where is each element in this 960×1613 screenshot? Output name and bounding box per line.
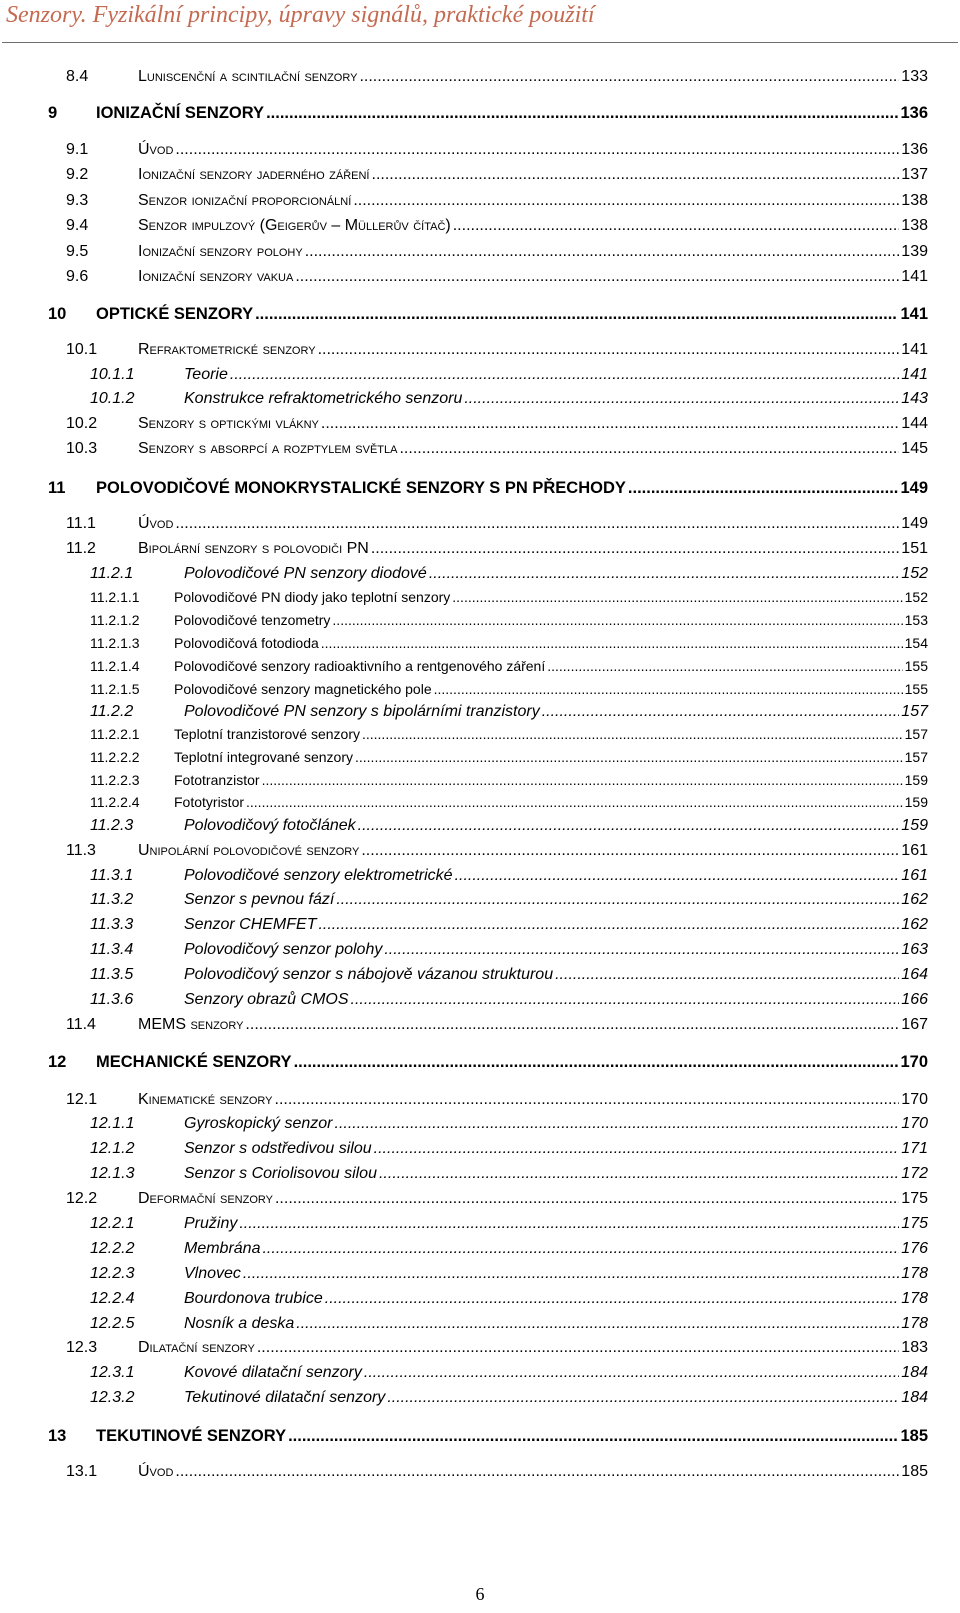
toc-entry[interactable] [90, 635, 928, 651]
toc-entry-title: Bourdonova trubice [184, 1290, 323, 1307]
toc-entry[interactable] [90, 658, 928, 674]
toc-entry-page: 152 [901, 565, 928, 582]
toc-entry-number: 9.4 [66, 217, 89, 234]
toc-entry-title: Polovodičové senzory elektrometrické [184, 867, 453, 884]
toc-entry-number: 10.3 [66, 440, 98, 457]
toc-entry-page: 172 [901, 1165, 928, 1182]
dot-leader [266, 104, 898, 123]
toc-entry-page: 166 [901, 991, 928, 1008]
toc-entry-page: 141 [901, 366, 928, 383]
dot-leader [243, 1265, 899, 1283]
toc-entry-page: 171 [901, 1140, 928, 1157]
toc-entry-number: 11.2.1.5 [90, 681, 140, 697]
toc-entry[interactable] [90, 891, 928, 909]
toc-entry[interactable] [66, 1091, 928, 1109]
toc-entry[interactable] [90, 772, 928, 788]
toc-entry-title: Teplotní tranzistorové senzory [174, 726, 360, 742]
dot-leader [453, 217, 900, 235]
toc-entry[interactable] [90, 1265, 928, 1283]
toc-entry-number: 9.5 [66, 243, 89, 260]
dot-leader [288, 1427, 898, 1446]
toc-entry-title: Polovodičová fotodioda [174, 635, 319, 651]
toc-entry[interactable] [90, 1364, 928, 1382]
toc-entry[interactable] [90, 817, 928, 835]
toc-entry[interactable] [66, 842, 928, 860]
toc-entry-page: 154 [904, 635, 928, 651]
toc-entry-number: 8.4 [66, 68, 89, 85]
dot-leader [175, 515, 899, 533]
toc-entry-page: 137 [901, 166, 928, 183]
toc-entry-number: 9.1 [66, 141, 89, 158]
toc-entry-page: 161 [901, 842, 928, 859]
toc-entry-title: Konstrukce refraktometrického senzoru [184, 390, 463, 407]
toc-entry[interactable] [90, 366, 928, 384]
toc-entry[interactable] [48, 104, 928, 123]
toc-entry-page: 138 [901, 192, 928, 209]
dot-leader [305, 243, 900, 261]
toc-entry-number: 12.1.2 [90, 1140, 135, 1157]
toc-entry-title: Polovodičové senzory magnetického pole [174, 681, 432, 697]
toc-entry-title: Kinematické senzory [138, 1091, 273, 1108]
toc-entry-page: 170 [901, 1091, 928, 1108]
toc-entry-number: 12.2.1 [90, 1215, 135, 1232]
toc-entry-title: Pružiny [184, 1215, 238, 1232]
toc-entry-title: Polovodičový fotočlánek [184, 817, 356, 834]
toc-entry-number: 11.3.5 [90, 966, 134, 983]
toc-entry-title: MECHANICKÉ SENZORY [96, 1053, 292, 1071]
toc-entry-number: 9 [48, 104, 58, 122]
toc-entry-number: 11.2.2.2 [90, 749, 140, 765]
dot-leader [335, 1115, 900, 1133]
toc-entry[interactable] [90, 612, 928, 628]
toc-entry[interactable] [90, 703, 928, 721]
toc-entry-number: 12 [48, 1053, 67, 1071]
toc-entry-number: 11.3 [66, 842, 96, 859]
toc-entry-page: 141 [900, 305, 928, 323]
toc-entry[interactable] [66, 268, 928, 286]
toc-entry-number: 10.2 [66, 415, 98, 432]
toc-entry[interactable] [90, 867, 928, 885]
toc-entry-number: 12.3.1 [90, 1364, 135, 1381]
toc-entry-number: 11.2.1.1 [90, 589, 140, 605]
toc-entry-number: 10.1.1 [90, 366, 135, 383]
dot-leader [332, 612, 902, 628]
dot-leader [374, 1140, 900, 1158]
dot-leader [464, 390, 899, 408]
toc-entry[interactable] [66, 1190, 928, 1208]
toc-entry-title: Bipolární senzory s polovodiči PN [138, 540, 369, 557]
toc-entry-page: 144 [901, 415, 928, 432]
dot-leader [455, 867, 900, 885]
dot-leader [257, 1339, 899, 1357]
toc-entry[interactable] [90, 966, 928, 984]
toc-entry-page: 157 [904, 726, 928, 742]
toc-entry-page: 170 [900, 1053, 928, 1071]
toc-entry-page: 176 [901, 1240, 928, 1257]
toc-entry-page: 164 [901, 966, 928, 983]
toc-entry-number: 11.2.2.1 [90, 726, 140, 742]
toc-entry[interactable] [66, 243, 928, 261]
toc-entry-number: 11.2 [66, 540, 96, 557]
toc-entry-page: 155 [904, 681, 928, 697]
dot-leader [364, 1364, 899, 1382]
toc-entry[interactable] [66, 341, 928, 359]
dot-leader [175, 1463, 899, 1481]
toc-entry-number: 11 [48, 479, 66, 497]
toc-entry-title: Teorie [184, 366, 228, 383]
toc-entry[interactable] [90, 1290, 928, 1308]
dot-leader [318, 341, 900, 359]
toc-entry-page: 157 [901, 703, 928, 720]
toc-entry-page: 167 [901, 1016, 928, 1033]
toc-entry-number: 9.6 [66, 268, 89, 285]
toc-entry-page: 149 [900, 479, 928, 497]
toc-entry-title: Ionizační senzory jaderného záření [138, 166, 370, 183]
dot-leader [353, 192, 899, 210]
toc-entry-number: 11.3.4 [90, 941, 134, 958]
toc-entry[interactable] [90, 726, 928, 742]
toc-entry-title: Fototranzistor [174, 772, 260, 788]
toc-entry-page: 184 [901, 1364, 928, 1381]
toc-entry-number: 11.2.1.4 [90, 658, 140, 674]
toc-entry-page: 159 [904, 794, 928, 810]
toc-entry-number: 9.3 [66, 192, 89, 209]
dot-leader [434, 681, 903, 697]
toc-entry-number: 11.3.3 [90, 916, 134, 933]
toc-entry-title: Polovodičové PN senzory s bipolárními tranzistory [184, 703, 540, 720]
toc-entry-number: 10.1.2 [90, 390, 135, 407]
toc-entry-page: 175 [901, 1190, 928, 1207]
dot-leader [230, 366, 899, 384]
toc-entry[interactable] [66, 515, 928, 533]
toc-entry-number: 11.2.2 [90, 703, 134, 720]
dot-leader [175, 141, 899, 159]
toc-entry-number: 12.2.2 [90, 1240, 135, 1257]
toc-entry-number: 11.1 [66, 515, 96, 532]
toc-entry[interactable] [90, 1389, 928, 1407]
toc-entry-page: 178 [901, 1290, 928, 1307]
toc-entry[interactable] [90, 589, 928, 605]
toc-entry-number: 11.2.1 [90, 565, 134, 582]
toc-entry[interactable] [90, 1115, 928, 1133]
toc-entry[interactable] [90, 1315, 928, 1333]
toc-entry-number: 12.2.4 [90, 1290, 135, 1307]
toc-entry-number: 12.2 [66, 1190, 98, 1207]
dot-leader [275, 1091, 900, 1109]
toc-entry-number: 13.1 [66, 1463, 98, 1480]
toc-entry[interactable] [66, 540, 928, 558]
toc-entry-page: 139 [901, 243, 928, 260]
toc-entry-page: 162 [901, 891, 928, 908]
toc-entry[interactable] [66, 68, 928, 86]
toc-entry-number: 11.2.2.4 [90, 794, 140, 810]
toc-entry[interactable] [90, 390, 928, 408]
toc-entry-title: Dilatační senzory [138, 1339, 255, 1356]
dot-leader [379, 1165, 899, 1183]
toc-entry-page: 185 [901, 1463, 928, 1480]
toc-entry-title: Úvod [138, 1463, 174, 1480]
dot-leader [245, 1016, 899, 1034]
dot-leader [355, 749, 903, 765]
toc-entry[interactable] [90, 941, 928, 959]
toc-entry-page: 183 [901, 1339, 928, 1356]
toc-entry[interactable] [66, 440, 928, 458]
toc-entry-number: 12.3 [66, 1339, 98, 1356]
toc-entry-number: 12.1.3 [90, 1165, 135, 1182]
toc-entry-number: 12.3.2 [90, 1389, 135, 1406]
toc-entry-title: Unipolární polovodičové senzory [138, 842, 360, 859]
dot-leader [321, 635, 903, 651]
toc-entry-title: Refraktometrické senzory [138, 341, 316, 358]
toc-entry-title: Deformační senzory [138, 1190, 273, 1207]
toc-entry-title: Senzory s absorpcí a rozptylem světla [138, 440, 398, 457]
toc-entry-title: OPTICKÉ SENZORY [96, 305, 254, 323]
dot-leader [318, 916, 899, 934]
toc-entry-page: 136 [901, 141, 928, 158]
toc-entry[interactable] [66, 1463, 928, 1481]
toc-entry-page: 185 [900, 1427, 928, 1445]
toc-entry-number: 12.2.3 [90, 1265, 135, 1282]
toc-entry-title: Kovové dilatační senzory [184, 1364, 362, 1381]
dot-leader [255, 305, 898, 324]
toc-entry[interactable] [90, 565, 928, 583]
toc-entry-page: 155 [904, 658, 928, 674]
toc-entry-title: POLOVODIČOVÉ MONOKRYSTALICKÉ SENZORY S PN PŘECHODY [96, 479, 626, 497]
toc-entry-page: 161 [901, 867, 928, 884]
toc-entry[interactable] [48, 1427, 928, 1446]
toc-entry-page: 153 [904, 612, 928, 628]
dot-leader [542, 703, 900, 721]
toc-entry-title: Tekutinové dilatační senzory [184, 1389, 386, 1406]
toc-entry-number: 12.1.1 [90, 1115, 135, 1132]
toc-entry[interactable] [48, 305, 928, 324]
toc-entry-title: Vlnovec [184, 1265, 241, 1282]
toc-entry-page: 136 [900, 104, 928, 122]
toc-entry-number: 11.3.1 [90, 867, 134, 884]
toc-entry-page: 151 [901, 540, 928, 557]
toc-entry[interactable] [90, 1140, 928, 1158]
dot-leader [262, 1240, 899, 1258]
toc-entry-title: Senzory s optickými vlákny [138, 415, 319, 432]
toc-entry-title: Senzor ionizační proporcionální [138, 192, 352, 209]
toc-entry-title: Gyroskopický senzor [184, 1115, 333, 1132]
header-title: Senzory. Fyzikální principy, úpravy signálů, praktické použití [6, 2, 595, 28]
dot-leader [296, 1315, 899, 1333]
toc-entry-title: Polovodičové tenzometry [174, 612, 331, 628]
toc-entry-title: MEMS senzory [138, 1016, 244, 1033]
toc-entry-page: 175 [901, 1215, 928, 1232]
toc-entry-number: 11.4 [66, 1016, 96, 1033]
toc-entry-title: Polovodičový senzor s nábojově vázanou strukturou [184, 966, 554, 983]
toc-entry-page: 157 [904, 749, 928, 765]
dot-leader [452, 589, 902, 605]
toc-entry-number: 9.2 [66, 166, 89, 183]
toc-entry-number: 10.1 [66, 341, 98, 358]
toc-entry-number: 11.2.3 [90, 817, 134, 834]
toc-entry-title: Polovodičové PN senzory diodové [184, 565, 427, 582]
toc-entry[interactable] [66, 166, 928, 184]
dot-leader [239, 1215, 899, 1233]
dot-leader [429, 565, 899, 583]
toc-entry-title: IONIZAČNÍ SENZORY [96, 104, 265, 122]
toc-entry-title: Senzor s pevnou fází [184, 891, 335, 908]
toc-entry[interactable] [90, 916, 928, 934]
toc-entry-title: Nosník a deska [184, 1315, 295, 1332]
dot-leader [295, 268, 899, 286]
toc-entry-number: 11.2.1.2 [90, 612, 140, 628]
toc-entry[interactable] [66, 1016, 928, 1034]
toc-entry-title: Membrána [184, 1240, 261, 1257]
dot-leader [246, 794, 903, 810]
dot-leader [555, 966, 899, 984]
dot-leader [399, 440, 899, 458]
dot-leader [351, 991, 900, 1009]
toc-entry-number: 13 [48, 1427, 67, 1445]
toc-entry[interactable] [90, 749, 928, 765]
toc-entry[interactable] [90, 681, 928, 697]
toc-entry[interactable] [66, 1339, 928, 1357]
toc-entry[interactable] [90, 794, 928, 810]
toc-entry-number: 12.2.5 [90, 1315, 135, 1332]
dot-leader [325, 1290, 900, 1308]
toc-entry[interactable] [66, 141, 928, 159]
toc-entry[interactable] [66, 415, 928, 433]
dot-leader [262, 772, 903, 788]
dot-leader [384, 941, 899, 959]
toc-entry-number: 12.1 [66, 1091, 98, 1108]
toc-entry-title: Úvod [138, 515, 174, 532]
toc-entry-page: 145 [901, 440, 928, 457]
toc-entry-title: Luniscenční a scintilační senzory [138, 68, 358, 85]
dot-leader [628, 479, 899, 498]
toc-entry-page: 141 [901, 341, 928, 358]
toc-entry-page: 163 [901, 941, 928, 958]
dot-leader [547, 658, 902, 674]
dot-leader [358, 817, 900, 835]
toc-entry-page: 141 [901, 268, 928, 285]
toc-entry-page: 133 [901, 68, 928, 85]
toc-entry-number: 10 [48, 305, 67, 323]
toc-entry-page: 138 [901, 217, 928, 234]
toc-entry-page: 162 [901, 916, 928, 933]
toc-entry-page: 178 [901, 1315, 928, 1332]
toc-entry-number: 11.3.2 [90, 891, 134, 908]
page-number: 6 [475, 1584, 485, 1604]
toc-entry-page: 149 [901, 515, 928, 532]
toc-entry-title: Senzor s odstředivou silou [184, 1140, 372, 1157]
dot-leader [372, 166, 900, 184]
toc-entry-number: 11.2.2.3 [90, 772, 140, 788]
toc-entry[interactable] [48, 479, 928, 498]
dot-leader [336, 891, 899, 909]
toc-entry-title: Fototyristor [174, 794, 245, 810]
toc-entry-page: 184 [901, 1389, 928, 1406]
toc-entry[interactable] [48, 1053, 928, 1072]
dot-leader [294, 1053, 899, 1072]
toc-entry-title: Senzor impulzový (Geigerův – Müllerův čítač) [138, 217, 451, 234]
toc-entry[interactable] [66, 217, 928, 235]
toc-entry-number: 11.2.1.3 [90, 635, 140, 651]
dot-leader [371, 540, 899, 558]
toc-entry-title: Polovodičové senzory radioaktivního a rentgenového záření [174, 658, 546, 674]
toc-entry-title: Senzor CHEMFET [184, 916, 317, 933]
toc-entry-title: Úvod [138, 141, 174, 158]
toc-entry-page: 170 [901, 1115, 928, 1132]
toc-entry[interactable] [66, 192, 928, 210]
dot-leader [361, 842, 899, 860]
toc-entry-title: Ionizační senzory polohy [138, 243, 303, 260]
toc-entry[interactable] [90, 1240, 928, 1258]
toc-entry-title: Ionizační senzory vakua [138, 268, 294, 285]
toc-entry-title: TEKUTINOVÉ SENZORY [96, 1427, 287, 1445]
toc-entry-page: 178 [901, 1265, 928, 1282]
toc-entry[interactable] [90, 1165, 928, 1183]
toc-entry-page: 159 [904, 772, 928, 788]
toc-entry-title: Senzory obrazů CMOS [184, 991, 349, 1008]
dot-leader [321, 415, 899, 433]
dot-leader [362, 726, 903, 742]
toc-entry-title: Polovodičové PN diody jako teplotní senzory [174, 589, 451, 605]
toc-entry-page: 152 [904, 589, 928, 605]
toc-entry-title: Polovodičový senzor polohy [184, 941, 383, 958]
toc-entry-page: 143 [901, 390, 928, 407]
dot-leader [387, 1389, 899, 1407]
dot-leader [359, 68, 899, 86]
toc-entry-page: 159 [901, 817, 928, 834]
toc-entry[interactable] [90, 1215, 928, 1233]
toc-entry-title: Teplotní integrované senzory [174, 749, 353, 765]
dot-leader [275, 1190, 899, 1208]
toc-entry[interactable] [90, 991, 928, 1009]
toc-entry-number: 11.3.6 [90, 991, 134, 1008]
toc-entry-title: Senzor s Coriolisovou silou [184, 1165, 377, 1182]
